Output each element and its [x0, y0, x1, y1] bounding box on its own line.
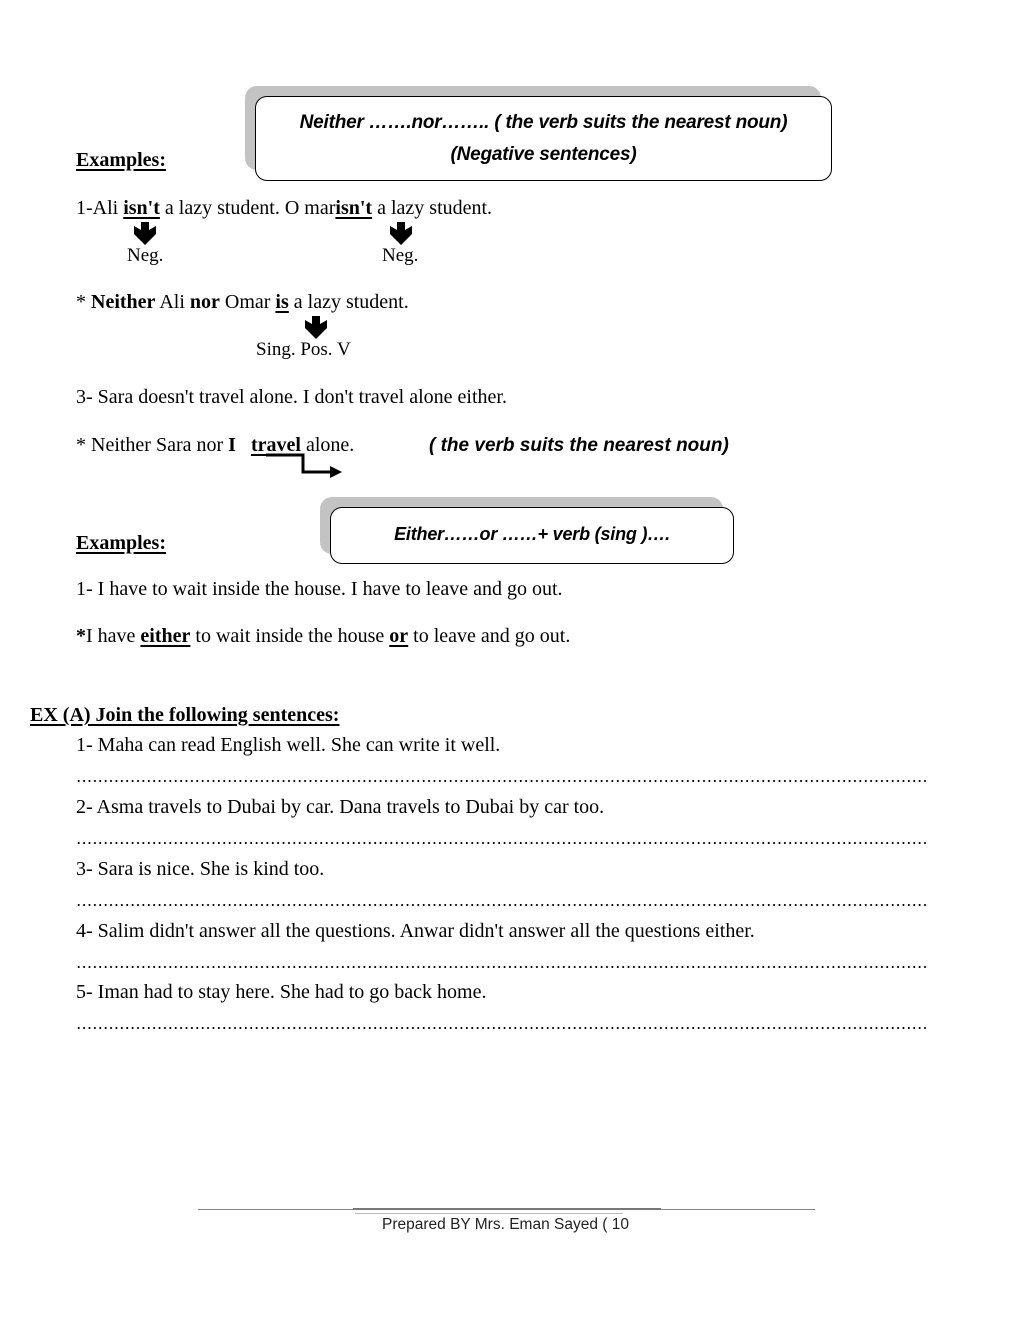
rule-box-neither-nor [255, 96, 832, 181]
answer-sentence-1 [76, 290, 409, 314]
exercise-item-2: 2- Asma travels to Dubai by car. Dana travels to Dubai by car too. [76, 796, 605, 818]
rule-box-line-1: Neither …….nor…….. ( the verb suits the nearest noun) [299, 112, 788, 133]
example-text: a lazy student. [372, 197, 493, 219]
footer-text: Prepared BY Mrs. Eman Sayed ( 10 [382, 1216, 629, 1233]
arrow-down-icon [304, 316, 328, 340]
bullet-star: * [76, 625, 86, 647]
answer-text: Ali [155, 291, 190, 313]
annotation-label: Neg. [127, 245, 164, 266]
bullet-star: * [76, 291, 91, 313]
answer-line-3[interactable] [76, 903, 928, 907]
answer-text: to wait inside the house [190, 625, 390, 647]
footer-divider-inner [355, 1213, 623, 1214]
rule-box-line-2: (Negative sentences) [450, 144, 637, 165]
exercise-item-4: 4- Salim didn't answer all the questions. Anwar didn't answer all the questions either. [76, 920, 755, 942]
answer-text: I have [86, 625, 136, 647]
example-sentence-1 [76, 196, 492, 220]
answer-sentence-either-1 [76, 624, 570, 648]
nearest-noun: I [228, 434, 236, 456]
exercise-item-5: 5- Iman had to stay here. She had to go back home. [76, 981, 487, 1003]
example-sentence-3: 3- Sara doesn't travel alone. I don't travel alone either. [76, 386, 507, 408]
arrow-down-icon [389, 222, 413, 246]
bent-arrow-icon [266, 452, 346, 480]
exercise-item-1: 1- Maha can read English well. She can write it well. [76, 734, 501, 756]
exercise-title: EX (A) Join the following sentences: [30, 704, 340, 726]
arrow-down-icon [133, 222, 157, 246]
answer-text: Omar [219, 291, 276, 313]
keyword-nor: nor [189, 291, 220, 313]
answer-line-2[interactable] [76, 841, 928, 845]
answer-text: alone. [300, 434, 355, 456]
keyword-neither: Neither [91, 291, 156, 313]
answer-line-5[interactable] [76, 1026, 928, 1030]
singular-verb: is [275, 291, 289, 313]
answer-text: a lazy student. [288, 291, 409, 313]
verb-travel: travel [250, 434, 301, 456]
answer-text: * Neither Sara nor [76, 434, 229, 456]
answer-line-4[interactable] [76, 965, 928, 969]
keyword-or: or [389, 625, 409, 647]
example-sentence-either-1: 1- I have to wait inside the house. I have to leave and go out. [76, 578, 563, 600]
examples-heading-1: Examples: [76, 149, 166, 171]
example-text: a lazy student. O mar [159, 197, 336, 219]
keyword-either: either [140, 625, 191, 647]
exercise-item-3: 3- Sara is nice. She is kind too. [76, 858, 325, 880]
answer-line-1[interactable] [76, 779, 928, 783]
negative-verb: isn't [335, 197, 373, 219]
rule-box-line-1: Either……or ……+ verb (sing )…. [394, 524, 670, 544]
examples-heading-2: Examples: [76, 532, 166, 554]
nearest-noun-note: ( the verb suits the nearest noun) [429, 435, 729, 456]
example-text: 1-Ali [76, 197, 124, 219]
footer-divider-accent [353, 1208, 661, 1210]
negative-verb: isn't [123, 197, 160, 219]
annotation-label: Neg. [382, 245, 419, 266]
annotation-label: Sing. Pos. V [256, 339, 351, 360]
answer-text: to leave and go out. [408, 625, 571, 647]
rule-box-either-or [330, 507, 734, 564]
